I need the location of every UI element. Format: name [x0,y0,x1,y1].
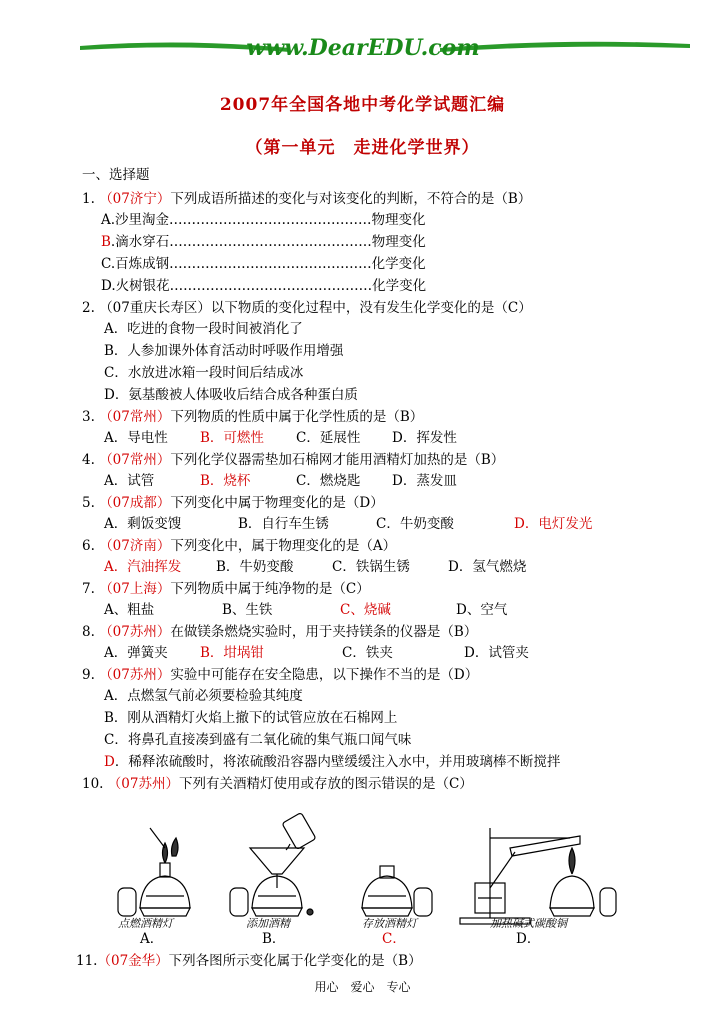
q6-option-c: C．铁锅生锈 [332,559,410,575]
q2-option-d: D．氨基酸被人体吸收后结合成各种蛋白质 [104,387,358,403]
header-banner [0,30,725,70]
q7-option-b: B、生铁 [222,602,273,618]
q3-option-a: A．导电性 [104,430,168,446]
q8-option-b: B．坩埚钳 [200,645,264,661]
q9-option-b: B．刚从酒精灯火焰上撤下的试管应放在石棉网上 [104,710,398,726]
q9-option-d: D．稀释浓硫酸时，将浓硫酸沿容器内壁缓缓注入水中，并用玻璃棒不断搅拌 [104,754,561,770]
q8-option-c: C．铁夹 [342,645,393,661]
site-logo: www.DearEDU.com [246,35,480,61]
question-1: 1. （07济宁）下列成语所描述的变化与对该变化的判断，不符合的是（B） [82,191,532,207]
question-7: 7. （07上海）下列物质中属于纯净物的是（C） [82,581,370,597]
q2-option-b: B．人参加课外体育活动时呼吸作用增强 [104,343,344,359]
question-11: 11.（07金华）下列各图所示变化属于化学变化的是（B） [76,953,422,969]
caption-c: 存放酒精灯 [362,917,417,930]
q8-option-a: A．弹簧夹 [104,645,168,661]
q4-option-c: C．燃烧匙 [296,473,361,489]
q1-option-b: B.滴水穿石………………………………………物理变化 [101,234,426,250]
letter-c: C． [382,931,406,947]
figure-b-adding [230,813,316,916]
q5-option-d: D．电灯发光 [514,516,593,532]
figure-d-heating [460,828,616,924]
q4-option-d: D．蒸发皿 [392,473,457,489]
q6-option-d: D．氢气燃烧 [448,559,527,575]
q1-option-d: D.火树银花………………………………………化学变化 [101,278,427,294]
letter-b: B． [262,931,286,947]
page-title: 2007年全国各地中考化学试题汇编 [219,95,506,115]
q4-option-a: A．试管 [104,473,155,489]
question-10: 10. （07苏州）下列有关酒精灯使用或存放的图示错误的是（C） [82,776,473,792]
question-3: 3. （07常州）下列物质的性质中属于化学性质的是（B） [82,409,424,425]
letter-a: A． [140,931,164,947]
q7-option-d: D、空气 [456,602,508,618]
q9-option-c: C．将鼻孔直接凑到盛有二氧化硫的集气瓶口闻气味 [104,732,412,748]
q5-option-b: B．自行车生锈 [238,516,329,532]
question-6: 6. （07济南）下列变化中，属于物理变化的是（A） [82,538,397,554]
q6-option-a: A．汽油挥发 [104,559,182,575]
q3-option-b: B．可燃性 [200,430,264,446]
q9-option-a: A．点燃氢气前必须要检验其纯度 [104,688,303,704]
q7-option-c: C、烧碱 [340,602,391,618]
q1-option-a: A.沙里淘金………………………………………物理变化 [101,212,426,228]
q2-option-c: C．水放进冰箱一段时间后结成冰 [104,365,304,381]
q5-option-a: A．剩饭变馊 [104,516,182,532]
figure-a-lighting [118,828,190,916]
caption-d: 加热碱式碳酸铜 [490,917,567,930]
q3-option-d: D．挥发性 [392,430,457,446]
caption-a: 点燃酒精灯 [118,917,173,930]
question-8: 8. （07苏州）在做镁条燃烧实验时，用于夹持镁条的仪器是（B） [82,624,478,640]
question-5: 5. （07成都）下列变化中属于物理变化的是（D） [82,495,384,511]
q8-option-d: D．试管夹 [464,645,529,661]
q7-option-a: A、粗盐 [104,602,155,618]
q3-option-c: C．延展性 [296,430,361,446]
question-9: 9. （07苏州）实验中可能存在安全隐患，以下操作不当的是（D） [82,667,479,683]
question-4: 4. （07常州）下列化学仪器需垫加石棉网才能用酒精灯加热的是（B） [82,452,505,468]
letter-d: D． [516,931,541,947]
page-footer: 用心 爱心 专心 [314,980,411,994]
q1-option-c: C.百炼成钢………………………………………化学变化 [101,256,426,272]
question-2: 2. （07重庆长寿区）以下物质的变化过程中，没有发生化学变化的是（C） [82,300,532,316]
q2-option-a: A．吃进的食物一段时间被消化了 [104,321,303,337]
figure-c-storing [362,866,432,916]
question-source: （07济宁） [99,191,171,207]
q5-option-c: C．牛奶变酸 [376,516,454,532]
caption-b: 添加酒精 [246,917,290,930]
q6-option-b: B．牛奶变酸 [216,559,294,575]
section-heading: 一、选择题 [82,167,150,183]
q4-option-b: B．烧杯 [200,473,251,489]
page-subtitle: （第一单元 走进化学世界） [245,138,480,158]
